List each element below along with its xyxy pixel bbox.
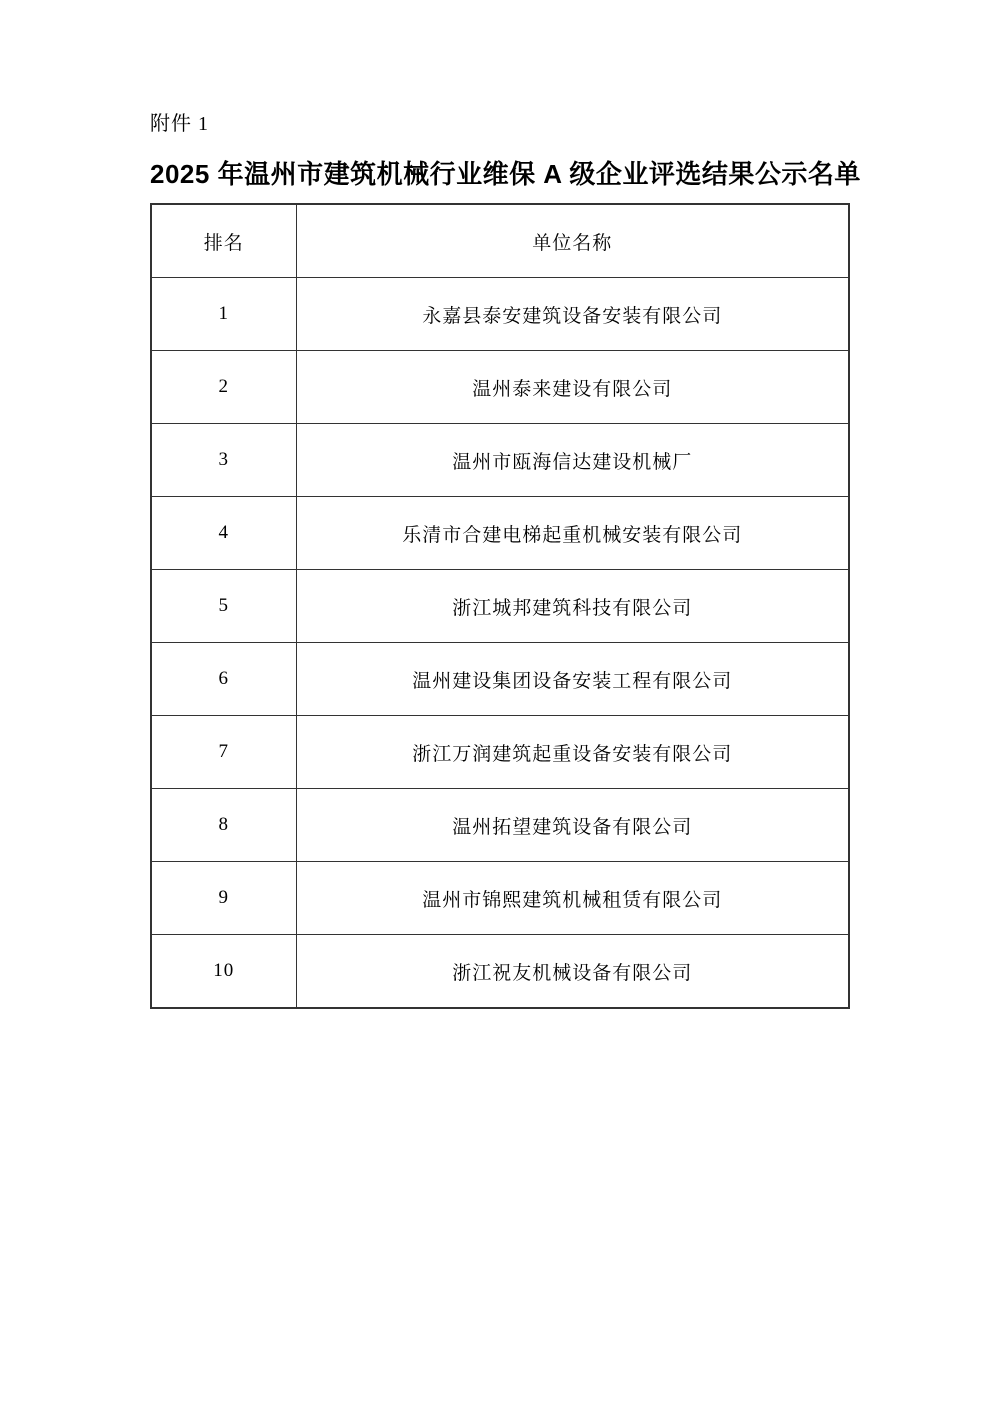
table-row [151, 789, 849, 862]
company-column-header: 单位名称 [296, 204, 849, 278]
ranking-table [150, 203, 850, 1009]
rank-cell: 1 [151, 278, 296, 351]
page-title: 2025 年温州市建筑机械行业维保 A 级企业评选结果公示名单 [150, 159, 861, 189]
rank-cell: 6 [151, 643, 296, 716]
rank-cell: 5 [151, 570, 296, 643]
table-row [151, 278, 849, 351]
company-cell: 乐清市合建电梯起重机械安装有限公司 [296, 497, 849, 570]
company-cell: 温州建设集团设备安装工程有限公司 [296, 643, 849, 716]
company-cell: 温州泰来建设有限公司 [296, 351, 849, 424]
table-row [151, 716, 849, 789]
rank-cell: 3 [151, 424, 296, 497]
attachment-label: 附件 1 [150, 113, 209, 135]
company-cell: 浙江祝友机械设备有限公司 [296, 935, 849, 1009]
rank-cell: 4 [151, 497, 296, 570]
company-cell: 浙江万润建筑起重设备安装有限公司 [296, 716, 849, 789]
table-row [151, 935, 849, 1009]
table-row [151, 570, 849, 643]
table-row [151, 643, 849, 716]
company-cell: 永嘉县泰安建筑设备安装有限公司 [296, 278, 849, 351]
rank-cell: 10 [151, 935, 296, 1009]
table-row [151, 862, 849, 935]
table-row [151, 497, 849, 570]
rank-cell: 8 [151, 789, 296, 862]
company-cell: 温州市锦熙建筑机械租赁有限公司 [296, 862, 849, 935]
table-row [151, 351, 849, 424]
rank-cell: 7 [151, 716, 296, 789]
table-row [151, 424, 849, 497]
rank-cell: 9 [151, 862, 296, 935]
company-cell: 浙江城邦建筑科技有限公司 [296, 570, 849, 643]
company-cell: 温州拓望建筑设备有限公司 [296, 789, 849, 862]
rank-column-header: 排名 [151, 204, 296, 278]
company-cell: 温州市瓯海信达建设机械厂 [296, 424, 849, 497]
table-header-row [151, 204, 849, 278]
rank-cell: 2 [151, 351, 296, 424]
